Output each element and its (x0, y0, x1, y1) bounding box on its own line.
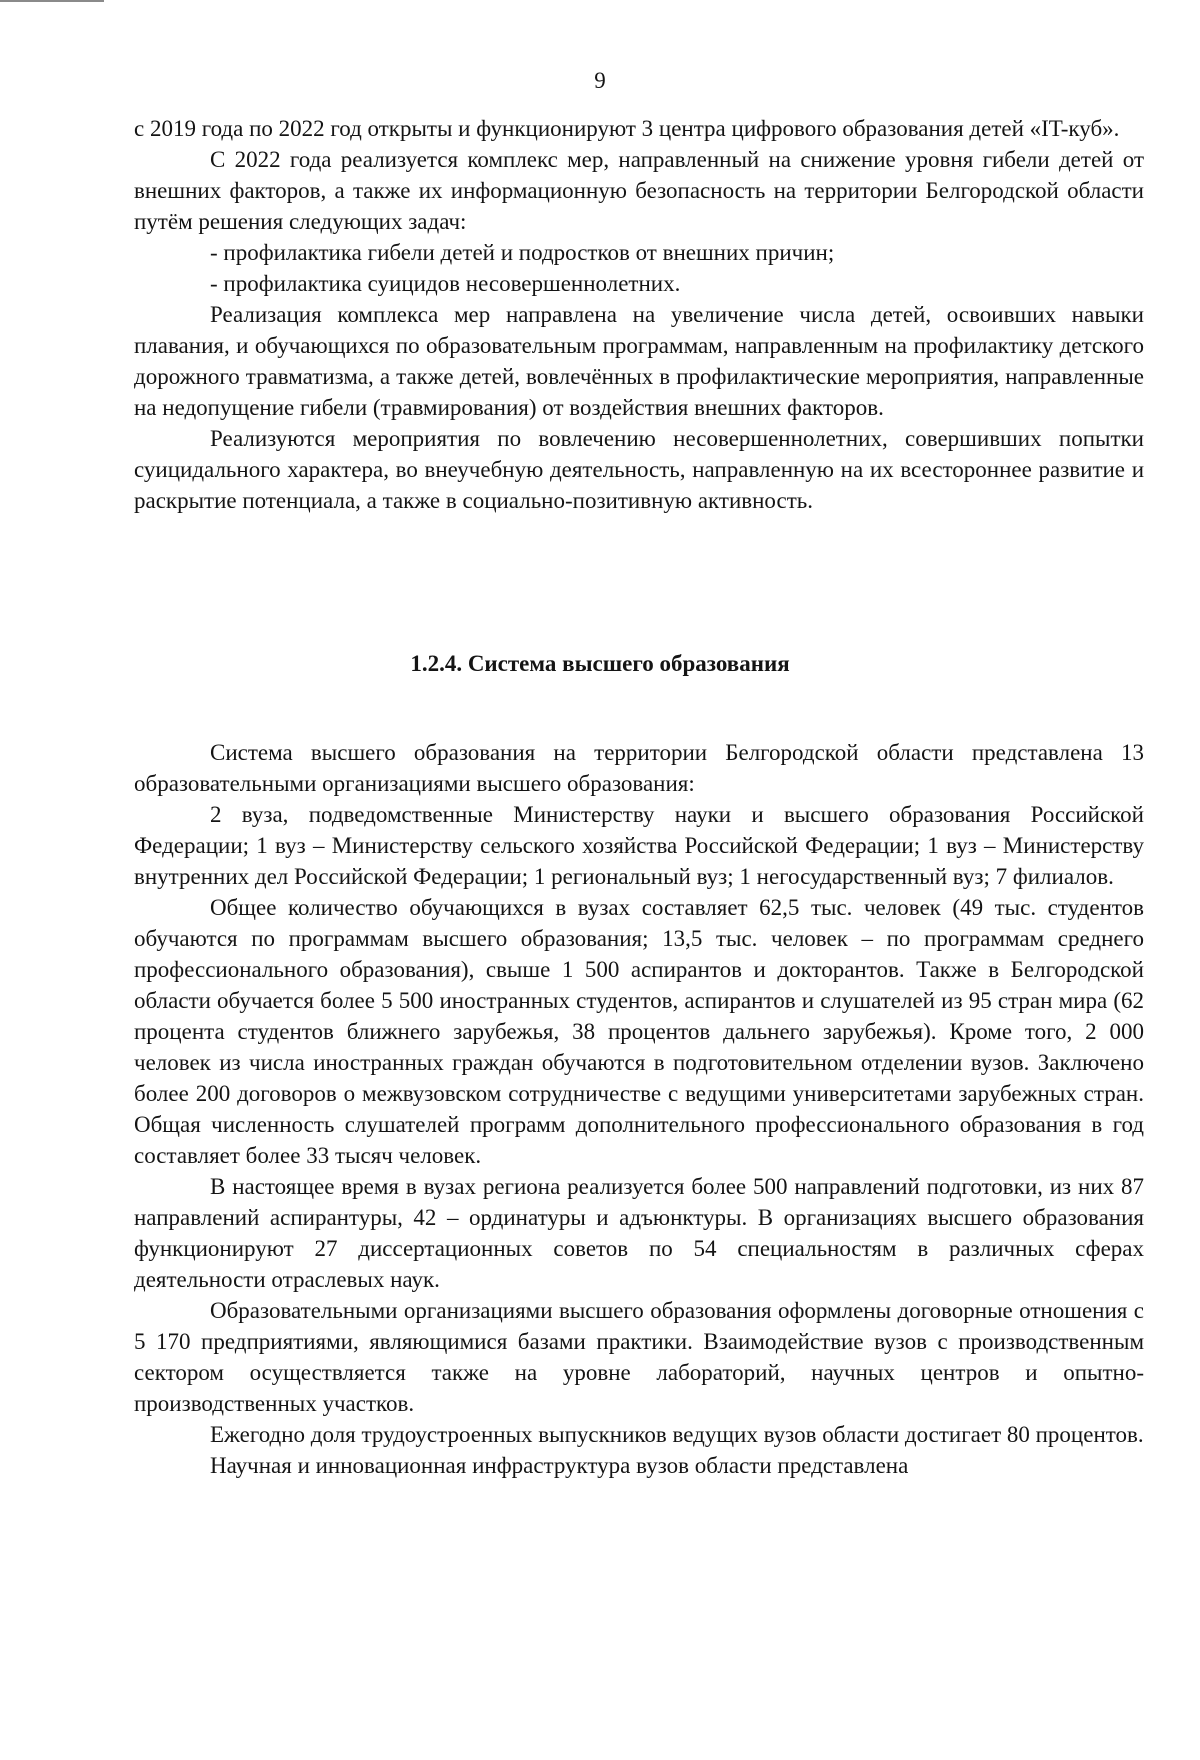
paragraph: Образовательными организациями высшего образования оформлены договорные отношения с 5 170 предприятиями, являющимися базами практики. Взаимодействие вузов с производственным сектором осуществляется также на уровне лабораторий, научных центров и опытно-производственных участков. (134, 1298, 1144, 1416)
section-heading: 1.2.4. Система высшего образования (410, 651, 790, 676)
list-item: - профилактика гибели детей и подростков от внешних причин; (210, 240, 835, 265)
paragraph: Реализуются мероприятия по вовлечению несовершеннолетних, совершивших попытки суицидального характера, во внеучебную деятельность, направленную на их всестороннее развитие и раскрытие потенциала, а также в социально-позитивную активность. (134, 426, 1144, 513)
paragraph: С 2022 года реализуется комплекс мер, направленный на снижение уровня гибели детей от внешних факторов, а также их информационную безопасность на территории Белгородской области путём решения следующих задач: (134, 147, 1144, 234)
paragraph: Реализация комплекса мер направлена на увеличение числа детей, освоивших навыки плавания, и обучающихся по образовательным программам, направленным на профилактику детского дорожного травматизма, а также детей, вовлечённых в профилактические мероприятия, направленные на недопущение гибели (травмирования) от воздействия внешних факторов. (134, 302, 1144, 420)
paragraph: Научная и инновационная инфраструктура вузов области представлена (210, 1453, 909, 1478)
scan-edge-mark (0, 0, 104, 2)
paragraph: Система высшего образования на территории Белгородской области представлена 13 образовательными организациями высшего образования: (134, 740, 1144, 796)
paragraph: В настоящее время в вузах региона реализуется более 500 направлений подготовки, из них 87 направлений аспирантуры, 42 – ординатуры и адъюнктуры. В организациях высшего образования функционируют 27 диссертационных советов по 54 специальностям в различных сферах деятельности отраслевых наук. (134, 1174, 1144, 1292)
paragraph: с 2019 года по 2022 год открыты и функционируют 3 центра цифрового образования детей «IT-куб». (134, 116, 1120, 141)
paragraph: 2 вуза, подведомственные Министерству науки и высшего образования Российской Федерации; 1 вуз – Министерству сельского хозяйства Российской Федерации; 1 вуз – Министерству внутренних дел Российской Федерации; 1 региональный вуз; 1 негосударственный вуз; 7 филиалов. (134, 802, 1144, 889)
list-item: - профилактика суицидов несовершеннолетних. (210, 271, 681, 296)
text-block-top (134, 113, 1144, 516)
page-number: 9 (594, 68, 606, 93)
text-block-bottom (134, 737, 1144, 1481)
paragraph: Ежегодно доля трудоустроенных выпускников ведущих вузов области достигает 80 процентов. (210, 1422, 1144, 1447)
paragraph: Общее количество обучающихся в вузах составляет 62,5 тыс. человек (49 тыс. студентов обучаются по программам высшего образования; 13,5 тыс. человек – по программам среднего профессионального образования), свыше 1 500 аспирантов и докторантов. Также в Белгородской области обучается более 5 500 иностранных студентов, аспирантов и слушателей из 95 стран мира (62 процента студентов ближнего зарубежья, 38 процентов дальнего зарубежья). Кроме того, 2 000 человек из числа иностранных граждан обучаются в подготовительном отделении вузов. Заключено более 200 договоров о межвузовском сотрудничестве с ведущими университетами зарубежных стран. Общая численность слушателей программ дополнительного профессионального образования в год составляет более 33 тысяч человек. (134, 895, 1144, 1168)
